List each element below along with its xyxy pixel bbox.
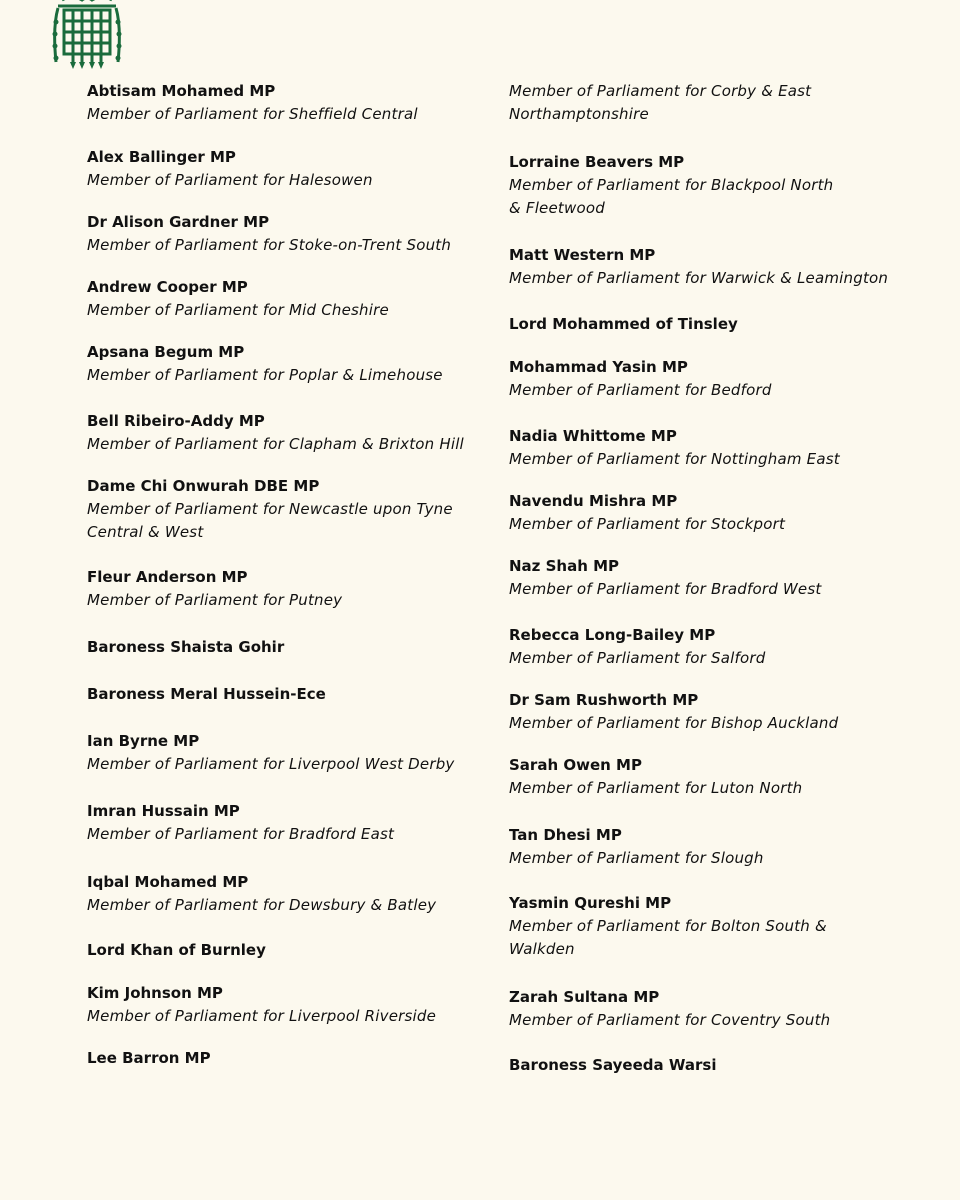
signatory-name: Imran Hussain MP bbox=[87, 802, 240, 820]
signatory-entry bbox=[87, 730, 455, 776]
signatory-entry bbox=[509, 490, 785, 536]
signatory-entry bbox=[509, 1054, 716, 1077]
signatory-name: Kim Johnson MP bbox=[87, 984, 223, 1002]
signatory-role: Member of Parliament for Sheffield Central bbox=[87, 105, 418, 123]
signatory-name: Dame Chi Onwurah DBE MP bbox=[87, 477, 320, 495]
signatory-name: Naz Shah MP bbox=[509, 557, 620, 575]
signatory-entry bbox=[87, 939, 266, 962]
portcullis-icon bbox=[52, 0, 122, 72]
signatory-name: Rebecca Long-Bailey MP bbox=[509, 626, 716, 644]
signatory-name: Tan Dhesi MP bbox=[509, 826, 622, 844]
signatory-name: Lord Khan of Burnley bbox=[87, 941, 266, 959]
signatory-entry bbox=[87, 683, 326, 706]
signatory-name: Dr Sam Rushworth MP bbox=[509, 691, 699, 709]
signatory-name: Mohammad Yasin MP bbox=[509, 358, 688, 376]
signatory-name: Lee Barron MP bbox=[87, 1049, 211, 1067]
signatory-name: Zarah Sultana MP bbox=[509, 988, 660, 1006]
signatory-entry bbox=[509, 824, 764, 870]
signatory-entry bbox=[509, 425, 840, 471]
signatory-name: Baroness Shaista Gohir bbox=[87, 638, 285, 656]
signatory-entry bbox=[87, 800, 394, 846]
signatory-role: Member of Parliament for Dewsbury & Batley bbox=[87, 896, 437, 914]
signatory-name: Abtisam Mohamed MP bbox=[87, 82, 276, 100]
signatory-entry bbox=[87, 1047, 211, 1070]
signatory-entry bbox=[509, 244, 888, 290]
signatory-entry bbox=[87, 341, 443, 387]
signatory-name: Baroness Meral Hussein-Ece bbox=[87, 685, 326, 703]
signatory-name: Lorraine Beavers MP bbox=[509, 153, 685, 171]
signatory-role: Member of Parliament for Blackpool North & Fleetwood bbox=[509, 176, 834, 217]
signatory-entry bbox=[87, 211, 451, 257]
signatory-entry bbox=[509, 555, 821, 601]
signatory-role: Member of Parliament for Putney bbox=[87, 591, 343, 609]
signatory-entry bbox=[509, 689, 838, 735]
signatory-entry bbox=[87, 276, 389, 322]
signatory-role: Member of Parliament for Slough bbox=[509, 849, 764, 867]
signatory-name: Iqbal Mohamed MP bbox=[87, 873, 249, 891]
signatory-entry bbox=[87, 475, 457, 544]
signatory-name: Fleur Anderson MP bbox=[87, 568, 248, 586]
signatory-role: Member of Parliament for Liverpool Riverside bbox=[87, 1007, 437, 1025]
signatory-name: Alex Ballinger MP bbox=[87, 148, 236, 166]
signatory-name: Dr Alison Gardner MP bbox=[87, 213, 270, 231]
signatory-role: Member of Parliament for Bradford West bbox=[509, 580, 822, 598]
signatory-entry bbox=[87, 410, 464, 456]
signatory-name: Apsana Begum MP bbox=[87, 343, 245, 361]
signatory-name: Baroness Sayeeda Warsi bbox=[509, 1056, 717, 1074]
signatory-name: Bell Ribeiro-Addy MP bbox=[87, 412, 265, 430]
signatory-name: Matt Western MP bbox=[509, 246, 656, 264]
signatory-entry bbox=[87, 871, 436, 917]
signatory-role: Member of Parliament for Halesowen bbox=[87, 171, 373, 189]
signatory-role: Member of Parliament for Salford bbox=[509, 649, 766, 667]
signatory-name: Yasmin Qureshi MP bbox=[509, 894, 672, 912]
signatory-role: Member of Parliament for Nottingham East bbox=[509, 450, 840, 468]
signatory-entry bbox=[509, 151, 849, 220]
signatory-name: Andrew Cooper MP bbox=[87, 278, 248, 296]
signatory-entry bbox=[509, 624, 765, 670]
signatory-role: Member of Parliament for Bolton South & Walkden bbox=[509, 917, 827, 958]
signatory-name: Sarah Owen MP bbox=[509, 756, 642, 774]
signatory-entry bbox=[87, 80, 418, 126]
signatory-entry bbox=[509, 313, 738, 336]
signatory-name: Lord Mohammed of Tinsley bbox=[509, 315, 738, 333]
signatory-role: Member of Parliament for Warwick & Leamington bbox=[509, 269, 889, 287]
signatory-role: Member of Parliament for Bishop Auckland bbox=[509, 714, 839, 732]
signatory-entry bbox=[509, 754, 802, 800]
signatory-entry bbox=[509, 356, 772, 402]
signatory-role: Member of Parliament for Mid Cheshire bbox=[87, 301, 389, 319]
signatory-role: Member of Parliament for Newcastle upon Tyne Central & West bbox=[87, 500, 453, 541]
signatory-entry bbox=[509, 80, 819, 126]
signatory-entry bbox=[509, 892, 829, 961]
signatory-role: Member of Parliament for Clapham & Brixton Hill bbox=[87, 435, 464, 453]
signatory-name: Navendu Mishra MP bbox=[509, 492, 678, 510]
signatory-role: Member of Parliament for Bradford East bbox=[87, 825, 395, 843]
signatory-role: Member of Parliament for Coventry South bbox=[509, 1011, 831, 1029]
signatory-role: Member of Parliament for Luton North bbox=[509, 779, 803, 797]
signatory-name: Ian Byrne MP bbox=[87, 732, 200, 750]
signatory-entry bbox=[87, 982, 436, 1028]
signatory-role: Member of Parliament for Bedford bbox=[509, 381, 772, 399]
signatory-role: Member of Parliament for Stoke-on-Trent South bbox=[87, 236, 452, 254]
signatory-role: Member of Parliament for Stockport bbox=[509, 515, 786, 533]
signatory-entry bbox=[87, 566, 342, 612]
signatory-role: Member of Parliament for Poplar & Limehouse bbox=[87, 366, 443, 384]
signatory-entry bbox=[87, 146, 373, 192]
signatory-role: Member of Parliament for Liverpool West Derby bbox=[87, 755, 455, 773]
signatory-entry bbox=[509, 986, 830, 1032]
signatory-role: Member of Parliament for Corby & East Northamptonshire bbox=[509, 82, 812, 123]
signatory-entry bbox=[87, 636, 284, 659]
signatory-name: Nadia Whittome MP bbox=[509, 427, 677, 445]
